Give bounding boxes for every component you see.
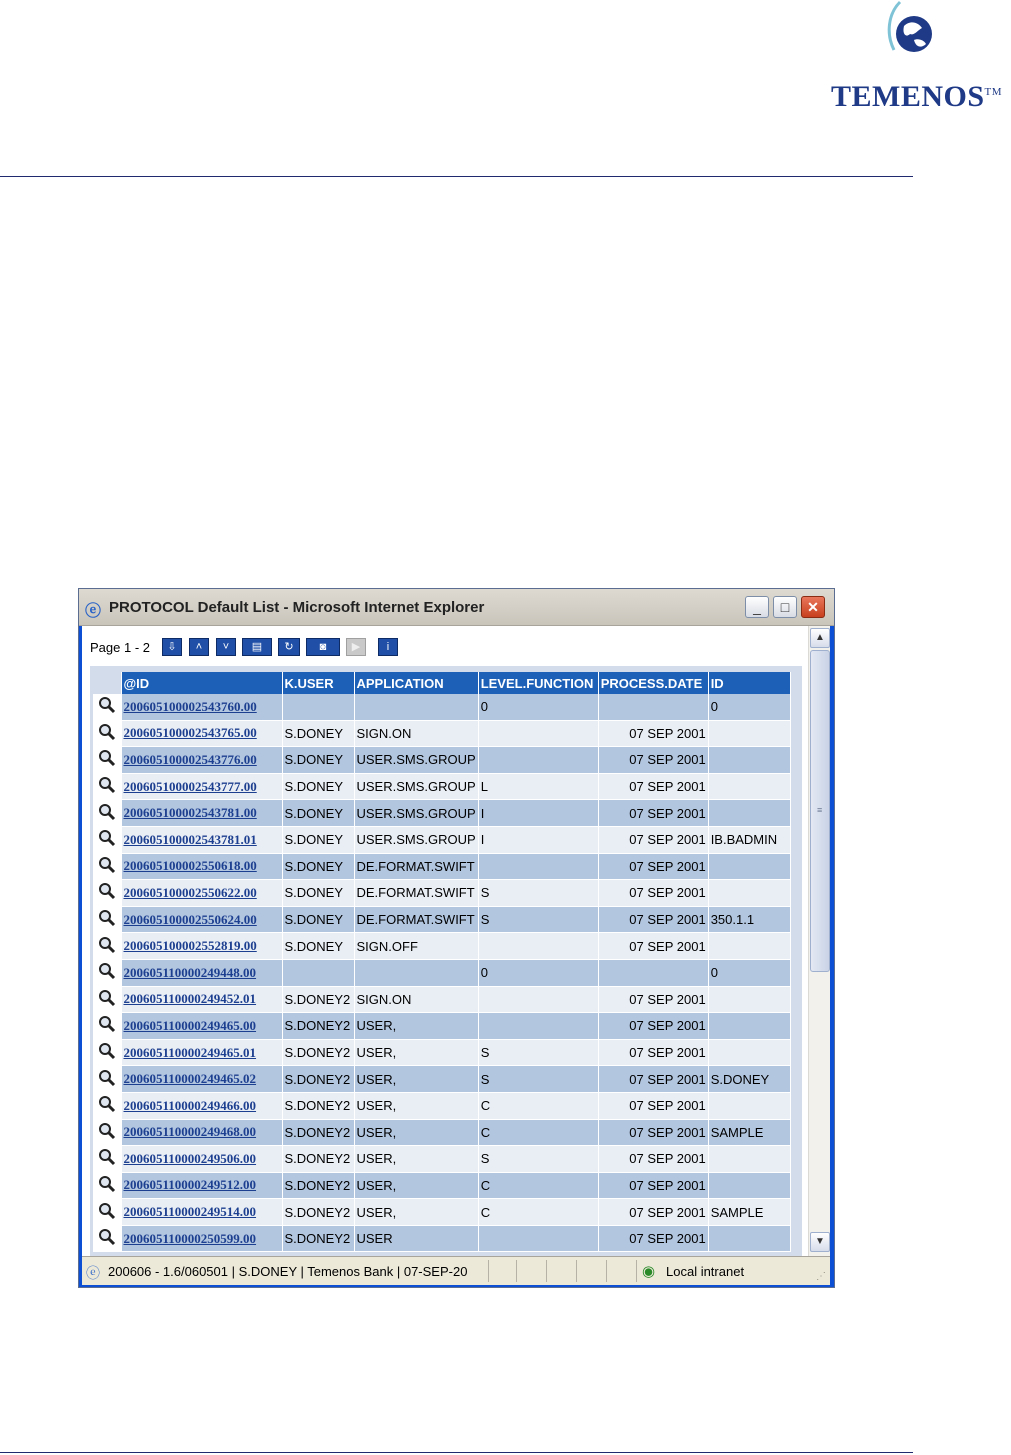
resize-grip-icon[interactable]: ⋰	[816, 1271, 826, 1282]
table-row	[93, 880, 790, 907]
status-divider	[606, 1260, 607, 1282]
print-icon[interactable]: ▤	[242, 638, 272, 656]
selection-icon[interactable]: ◙	[306, 638, 340, 656]
temenos-logo	[826, 0, 1006, 120]
cell-process-date: 07 SEP 2001	[598, 853, 708, 880]
title-bar[interactable]	[79, 589, 834, 626]
cell-process-date: 07 SEP 2001	[598, 1039, 708, 1066]
table-row	[93, 1225, 790, 1252]
cell-id[interactable]	[121, 694, 282, 720]
record-id-link[interactable]: 200605100002550618.00	[123, 858, 257, 874]
cell-id[interactable]	[121, 1092, 282, 1119]
cell-application: USER.SMS.GROUP	[354, 747, 478, 774]
magnifier-icon[interactable]	[93, 1013, 121, 1040]
scroll-down-icon[interactable]: ▼	[810, 1232, 830, 1252]
header-id[interactable]: @ID	[121, 672, 282, 694]
header-process-date[interactable]: PROCESS.DATE	[598, 672, 708, 694]
cell-id2: IB.BADMIN	[708, 826, 790, 853]
cell-application: SIGN.OFF	[354, 933, 478, 960]
cell-level-function	[478, 720, 598, 747]
cell-id[interactable]	[121, 880, 282, 907]
cell-application	[354, 959, 478, 986]
record-id-link[interactable]: 200605110000249465.01	[123, 1044, 257, 1060]
status-bar	[82, 1256, 830, 1285]
security-zone: Local intranet	[666, 1264, 745, 1279]
cell-k-user: S.DONEY2	[282, 1066, 354, 1093]
list-toolbar	[82, 626, 808, 666]
cell-process-date: 07 SEP 2001	[598, 880, 708, 907]
cell-level-function	[478, 747, 598, 774]
cell-k-user: S.DONEY	[282, 826, 354, 853]
cell-id[interactable]	[121, 853, 282, 880]
cell-application: USER.SMS.GROUP	[354, 800, 478, 827]
cell-id2: S.DONEY	[708, 1066, 790, 1093]
cell-id[interactable]	[121, 1066, 282, 1093]
cell-level-function: S	[478, 1039, 598, 1066]
record-id-link[interactable]: 200605100002550624.00	[123, 911, 257, 927]
table-row	[93, 1199, 790, 1226]
table-row	[93, 1146, 790, 1173]
cell-k-user: S.DONEY2	[282, 986, 354, 1013]
cell-process-date: 07 SEP 2001	[598, 747, 708, 774]
record-id-link[interactable]: 200605110000249514.00	[123, 1204, 257, 1220]
table-row	[93, 986, 790, 1013]
cell-k-user: S.DONEY2	[282, 1092, 354, 1119]
cell-process-date: 07 SEP 2001	[598, 1225, 708, 1252]
cell-k-user: S.DONEY	[282, 933, 354, 960]
cell-id2	[708, 720, 790, 747]
cell-application: USER,	[354, 1013, 478, 1040]
cell-level-function: I	[478, 826, 598, 853]
cell-id2	[708, 1225, 790, 1252]
table-row	[93, 1066, 790, 1093]
cell-application: USER.SMS.GROUP	[354, 773, 478, 800]
cell-process-date: 07 SEP 2001	[598, 933, 708, 960]
cell-id2	[708, 747, 790, 774]
cell-k-user: S.DONEY	[282, 720, 354, 747]
cell-process-date: 07 SEP 2001	[598, 1199, 708, 1226]
intranet-zone-icon: ◉	[642, 1263, 656, 1280]
cell-k-user: S.DONEY2	[282, 1039, 354, 1066]
cell-id[interactable]	[121, 1225, 282, 1252]
status-divider	[636, 1260, 637, 1282]
cell-level-function: C	[478, 1199, 598, 1226]
cell-application: DE.FORMAT.SWIFT	[354, 880, 478, 907]
cell-id[interactable]	[121, 1172, 282, 1199]
magnifier-icon[interactable]	[93, 747, 121, 774]
cell-level-function	[478, 1225, 598, 1252]
cell-application: USER,	[354, 1092, 478, 1119]
table-row	[93, 1172, 790, 1199]
cell-level-function: C	[478, 1092, 598, 1119]
cell-application: USER,	[354, 1039, 478, 1066]
brand-name: TEMENOS	[831, 80, 985, 113]
status-text: 200606 - 1.6/060501 | S.DONEY | Temenos Bank | 07-SEP-20	[108, 1264, 468, 1279]
magnifier-icon[interactable]	[93, 1146, 121, 1173]
status-divider	[488, 1260, 489, 1282]
magnifier-icon[interactable]	[93, 800, 121, 827]
cell-id[interactable]	[121, 1039, 282, 1066]
cell-id2	[708, 1146, 790, 1173]
table-row	[93, 1013, 790, 1040]
magnifier-icon[interactable]	[93, 1225, 121, 1252]
footer-rule	[0, 1452, 913, 1453]
cell-process-date: 07 SEP 2001	[598, 1172, 708, 1199]
record-id-link[interactable]: 200605110000249506.00	[123, 1150, 257, 1166]
close-button[interactable]: ✕	[801, 596, 825, 618]
cell-level-function: I	[478, 800, 598, 827]
cell-k-user: S.DONEY	[282, 747, 354, 774]
cell-level-function	[478, 853, 598, 880]
table-row	[93, 773, 790, 800]
cell-id[interactable]	[121, 800, 282, 827]
record-id-link[interactable]: 200605110000249465.02	[123, 1071, 257, 1087]
table-row	[93, 800, 790, 827]
magnifier-icon[interactable]	[93, 1172, 121, 1199]
cell-process-date	[598, 694, 708, 720]
cell-id2	[708, 1013, 790, 1040]
magnifier-icon[interactable]	[93, 720, 121, 747]
header-k-user[interactable]: K.USER	[282, 672, 354, 694]
cell-k-user: S.DONEY2	[282, 1199, 354, 1226]
table-row	[93, 853, 790, 880]
cell-level-function	[478, 1013, 598, 1040]
cell-process-date	[598, 959, 708, 986]
cell-id2: SAMPLE	[708, 1119, 790, 1146]
cell-id2	[708, 1039, 790, 1066]
record-id-link[interactable]: 200605100002543765.00	[123, 725, 257, 741]
cell-level-function: S	[478, 1146, 598, 1173]
magnifier-icon[interactable]	[93, 986, 121, 1013]
magnifier-icon[interactable]	[93, 906, 121, 933]
table-row	[93, 1119, 790, 1146]
cell-id[interactable]	[121, 747, 282, 774]
cell-process-date: 07 SEP 2001	[598, 1092, 708, 1119]
cell-k-user: S.DONEY	[282, 773, 354, 800]
cell-application: USER,	[354, 1199, 478, 1226]
cell-application: DE.FORMAT.SWIFT	[354, 853, 478, 880]
cell-id[interactable]	[121, 906, 282, 933]
record-id-link[interactable]: 200605110000250599.00	[123, 1230, 257, 1246]
scroll-thumb[interactable]: ≡	[810, 650, 830, 972]
cell-k-user: S.DONEY2	[282, 1119, 354, 1146]
cell-id2: 0	[708, 694, 790, 720]
table-body	[93, 694, 790, 1252]
cell-id2	[708, 933, 790, 960]
cell-application: SIGN.ON	[354, 986, 478, 1013]
header-blank	[93, 672, 121, 694]
cell-id[interactable]	[121, 933, 282, 960]
record-id-link[interactable]: 200605110000249448.00	[123, 964, 257, 980]
cell-application: USER,	[354, 1119, 478, 1146]
cell-k-user: S.DONEY2	[282, 1225, 354, 1252]
magnifier-icon[interactable]	[93, 853, 121, 880]
cell-application: USER,	[354, 1066, 478, 1093]
cell-level-function: 0	[478, 959, 598, 986]
record-id-link[interactable]: 200605100002543776.00	[123, 751, 257, 767]
cell-level-function: C	[478, 1172, 598, 1199]
magnifier-icon[interactable]	[93, 1092, 121, 1119]
page-status-icon: ⓔ	[86, 1265, 100, 1281]
cell-application: USER,	[354, 1172, 478, 1199]
magnifier-icon[interactable]	[93, 880, 121, 907]
cell-k-user: S.DONEY	[282, 853, 354, 880]
cell-k-user: S.DONEY2	[282, 1013, 354, 1040]
cell-k-user: S.DONEY	[282, 800, 354, 827]
table-row	[93, 826, 790, 853]
record-id-link[interactable]: 200605110000249512.00	[123, 1177, 257, 1193]
status-divider	[546, 1260, 547, 1282]
record-id-link[interactable]: 200605100002543781.00	[123, 805, 257, 821]
magnifier-icon[interactable]	[93, 1119, 121, 1146]
table-header-row	[93, 672, 790, 694]
cell-level-function	[478, 986, 598, 1013]
table-row	[93, 1092, 790, 1119]
header-application[interactable]: APPLICATION	[354, 672, 478, 694]
window-title: PROTOCOL Default List - Microsoft Internet Explorer	[109, 599, 485, 616]
record-id-link[interactable]: 200605110000249468.00	[123, 1124, 257, 1140]
cell-application: DE.FORMAT.SWIFT	[354, 906, 478, 933]
cell-application	[354, 694, 478, 720]
cell-level-function: C	[478, 1119, 598, 1146]
last-page-icon[interactable]: ⇩	[162, 638, 182, 656]
cell-id2: 350.1.1	[708, 906, 790, 933]
browser-window	[78, 588, 835, 1288]
page-up-icon[interactable]: ˄	[189, 638, 209, 656]
page-label: Page 1 - 2	[90, 640, 150, 655]
scroll-up-icon[interactable]: ▲	[810, 628, 830, 648]
cell-level-function: S	[478, 880, 598, 907]
minimize-button[interactable]: _	[745, 596, 769, 618]
cell-process-date: 07 SEP 2001	[598, 986, 708, 1013]
magnifier-icon[interactable]	[93, 694, 121, 720]
magnifier-icon[interactable]	[93, 826, 121, 853]
cell-id[interactable]	[121, 1013, 282, 1040]
magnifier-icon[interactable]	[93, 933, 121, 960]
cell-level-function: L	[478, 773, 598, 800]
cell-process-date: 07 SEP 2001	[598, 1119, 708, 1146]
cell-id2	[708, 1092, 790, 1119]
cell-application: USER	[354, 1225, 478, 1252]
cell-id2: SAMPLE	[708, 1199, 790, 1226]
cell-process-date: 07 SEP 2001	[598, 773, 708, 800]
cell-process-date: 07 SEP 2001	[598, 800, 708, 827]
cell-level-function: S	[478, 1066, 598, 1093]
ie-icon: ⓔ	[85, 603, 102, 620]
record-id-link[interactable]: 200605110000249466.00	[123, 1097, 257, 1113]
cell-id[interactable]	[121, 1146, 282, 1173]
cell-level-function: 0	[478, 694, 598, 720]
cell-process-date: 07 SEP 2001	[598, 1066, 708, 1093]
cell-id2	[708, 880, 790, 907]
vertical-scrollbar[interactable]	[808, 626, 830, 1256]
record-id-link[interactable]: 200605110000249465.00	[123, 1017, 257, 1033]
cell-k-user	[282, 694, 354, 720]
cell-id[interactable]	[121, 1119, 282, 1146]
cell-id[interactable]	[121, 1199, 282, 1226]
magnifier-icon[interactable]	[93, 1039, 121, 1066]
magnifier-icon[interactable]	[93, 1066, 121, 1093]
cell-id[interactable]	[121, 720, 282, 747]
header-id2[interactable]: ID	[708, 672, 790, 694]
cell-id2: 0	[708, 959, 790, 986]
header-level-function[interactable]: LEVEL.FUNCTION	[478, 672, 598, 694]
record-id-link[interactable]: 200605100002550622.00	[123, 884, 257, 900]
cell-id[interactable]	[121, 773, 282, 800]
table-row	[93, 933, 790, 960]
next-disabled-icon: ▶	[346, 638, 366, 656]
cell-id[interactable]	[121, 826, 282, 853]
page-content	[82, 626, 830, 1256]
cell-k-user: S.DONEY	[282, 906, 354, 933]
status-divider	[516, 1260, 517, 1282]
magnifier-icon[interactable]	[93, 1199, 121, 1226]
cell-process-date: 07 SEP 2001	[598, 826, 708, 853]
cell-process-date: 07 SEP 2001	[598, 1013, 708, 1040]
table-row	[93, 1039, 790, 1066]
cell-k-user: S.DONEY2	[282, 1146, 354, 1173]
cell-id2	[708, 1172, 790, 1199]
cell-level-function: S	[478, 906, 598, 933]
results-table	[93, 672, 791, 1252]
trademark: TM	[984, 86, 1003, 98]
results-grid-frame	[90, 666, 802, 1256]
cell-id[interactable]	[121, 959, 282, 986]
maximize-button[interactable]: □	[773, 596, 797, 618]
cell-id[interactable]	[121, 986, 282, 1013]
cell-id2	[708, 986, 790, 1013]
cell-process-date: 07 SEP 2001	[598, 906, 708, 933]
record-id-link[interactable]: 200605110000249452.01	[123, 991, 257, 1007]
status-divider	[576, 1260, 577, 1282]
table-row	[93, 720, 790, 747]
cell-application: USER.SMS.GROUP	[354, 826, 478, 853]
table-row	[93, 906, 790, 933]
cell-process-date: 07 SEP 2001	[598, 1146, 708, 1173]
cell-id2	[708, 773, 790, 800]
cell-level-function	[478, 933, 598, 960]
magnifier-icon[interactable]	[93, 773, 121, 800]
cell-application: SIGN.ON	[354, 720, 478, 747]
cell-application: USER,	[354, 1146, 478, 1173]
cell-process-date: 07 SEP 2001	[598, 720, 708, 747]
record-id-link[interactable]: 200605100002552819.00	[123, 938, 257, 954]
header-rule	[0, 176, 913, 177]
cell-id2	[708, 800, 790, 827]
table-row	[93, 747, 790, 774]
page-down-icon[interactable]: ˅	[216, 638, 236, 656]
globe-icon	[884, 0, 940, 68]
info-icon[interactable]: i	[378, 638, 398, 656]
record-id-link[interactable]: 200605100002543760.00	[123, 698, 257, 714]
cell-k-user	[282, 959, 354, 986]
refresh-icon[interactable]: ↻	[278, 638, 300, 656]
cell-k-user: S.DONEY	[282, 880, 354, 907]
record-id-link[interactable]: 200605100002543781.01	[123, 831, 257, 847]
cell-k-user: S.DONEY2	[282, 1172, 354, 1199]
cell-id2	[708, 853, 790, 880]
magnifier-icon[interactable]	[93, 959, 121, 986]
table-row	[93, 694, 790, 720]
record-id-link[interactable]: 200605100002543777.00	[123, 778, 257, 794]
table-row	[93, 959, 790, 986]
